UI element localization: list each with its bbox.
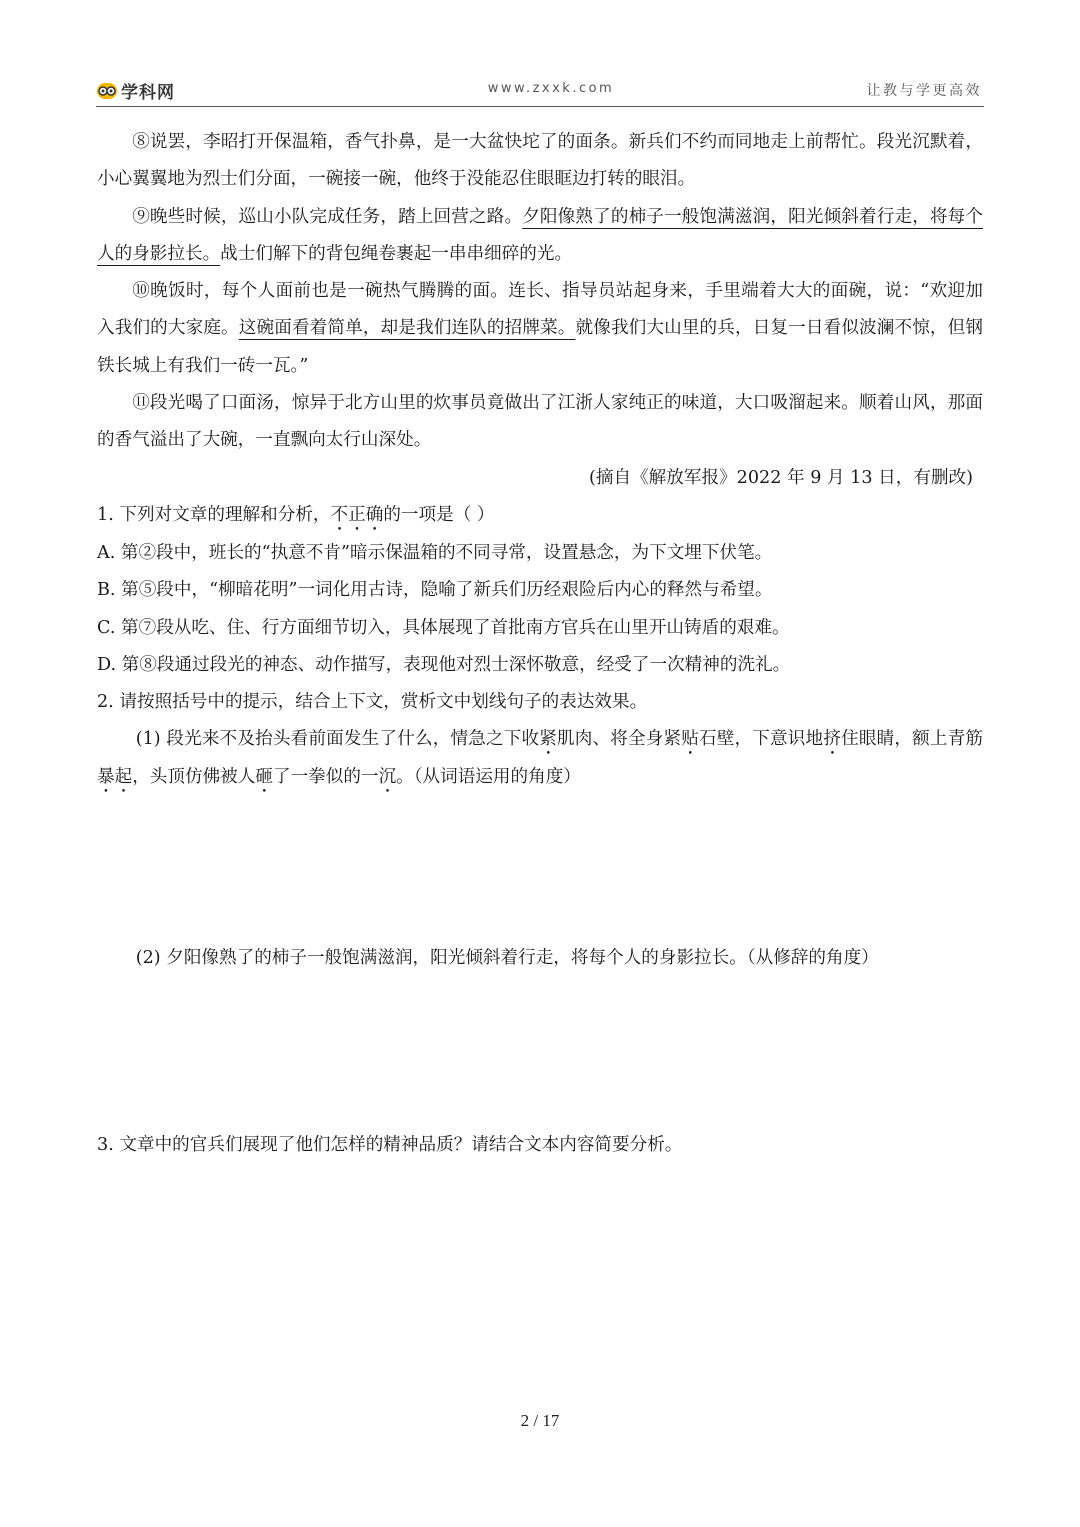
header-slogan: 让教与学更高效 [866, 83, 982, 99]
paragraph-10 [97, 273, 983, 385]
answer-area-3[interactable] [97, 1170, 983, 1390]
option-c: C. 第⑦段从吃、住、行方面细节切入，具体展现了首批南方官兵在山里开山铸盾的艰难。 [97, 617, 790, 638]
q2-1-text: 石壁，下意识地 [699, 729, 824, 750]
logo-text: 学科网 [121, 83, 175, 103]
paragraph-10-text-b: 就像我们大山里的兵，日复一日看似波澜不惊，但钢铁长城上有我们一砖一瓦。” [97, 318, 983, 376]
q1-stem-text-a: 1. 下列对文章的理解和分析， [97, 504, 331, 525]
page-number: 2 / 17 [520, 1411, 560, 1430]
q2-1-emphasis: 紧 [539, 729, 557, 750]
q2-1-text: ，头顶仿佛被人 [132, 767, 256, 788]
page-header [96, 74, 984, 107]
q2-1-emphasis: 暴起 [97, 767, 133, 788]
q1-emphasis: 不正确 [330, 504, 384, 525]
paragraph-9 [97, 199, 983, 274]
q1-stem-text-b: 的一项是（ ） [383, 504, 495, 525]
paragraph-9-text-b: 战士们解下的背包绳卷裹起一串串细碎的光。 [220, 243, 573, 264]
paragraph-9-text-a: ⑨晚些时候，巡山小队完成任务，踏上回营之路。 [132, 206, 523, 227]
q2-1-text: (1) 段光来不及抬头看前面发生了什么，情急之下收 [135, 729, 540, 750]
q2-1-emphasis: 砸 [255, 767, 273, 788]
question-2-1 [97, 721, 983, 797]
article-body [97, 124, 983, 797]
option-b: B. 第⑤段中，“柳暗花明”一词化用古诗，隐喻了新兵们历经艰险后内心的释然与希望。 [97, 580, 773, 601]
q2-1-text: 。（从词语运用的角度） [396, 767, 581, 788]
q2-1-emphasis: 沉 [378, 767, 397, 788]
answer-area-2-1[interactable] [97, 800, 983, 930]
underlined-sentence-2: 这碗面看着简单，却是我们连队的招牌菜。 [238, 318, 576, 339]
paragraph-11: ⑪段光喝了口面汤，惊异于北方山里的炊事员竟做出了江浙人家纯正的味道，大口吸溜起来。顺着山风，那面的香气溢出了大碗，一直飘向太行山深处。 [97, 393, 983, 451]
underlined-sentence-1: 夕阳像熟了的柿子一般饱满滋润，阳光倾斜着行走，将每个人的身影拉长。 [97, 206, 983, 264]
q2-1-text: 肌肉、将全身紧 [556, 729, 682, 750]
question-3: 3. 文章中的官兵们展现了他们怎样的精神品质？请结合文本内容简要分析。 [97, 1135, 683, 1155]
option-d: D. 第⑧段通过段光的神态、动作描写，表现他对烈士深怀敬意，经受了一次精神的洗礼。 [97, 654, 791, 675]
q2-1-emphasis: 挤 [823, 729, 842, 750]
q2-1-emphasis: 贴 [681, 729, 700, 750]
site-url: www.zxxk.com [487, 81, 615, 96]
question-2-2: (2) 夕阳像熟了的柿子一般饱满滋润，阳光倾斜着行走，将每个人的身影拉长。（从修辞的角度） [135, 948, 879, 968]
option-a: A. 第②段中，班长的“执意不肯”暗示保温箱的不同寻常，设置悬念，为下文埋下伏笔。 [97, 542, 773, 563]
q2-1-text: 住眼睛，额上青筋 [841, 729, 983, 750]
owl-logo-icon [96, 81, 118, 101]
paragraph-10-text-a: ⑩晚饭时，每个人面前也是一碗热气腾腾的面。连长、指导员站起身来，手里端着大大的面碗，说：“欢迎加入我们的大家庭。 [97, 281, 983, 339]
source-citation: (摘自《解放军报》2022 年 9 月 13 日，有删改) [589, 467, 973, 488]
question-1-stem [97, 497, 983, 535]
paragraph-8: ⑧说罢，李昭打开保温箱，香气扑鼻，是一大盆快坨了的面条。新兵们不约而同地走上前帮忙。段光沉默着，小心翼翼地为烈士们分面，一碗接一碗，他终于没能忍住眼眶边打转的眼泪。 [97, 132, 983, 190]
answer-area-2-2[interactable] [97, 985, 983, 1115]
site-logo [96, 78, 175, 103]
q2-1-text: 了一拳似的一 [272, 767, 379, 788]
question-2-stem: 2. 请按照括号中的提示，结合上下文，赏析文中划线句子的表达效果。 [97, 692, 648, 713]
